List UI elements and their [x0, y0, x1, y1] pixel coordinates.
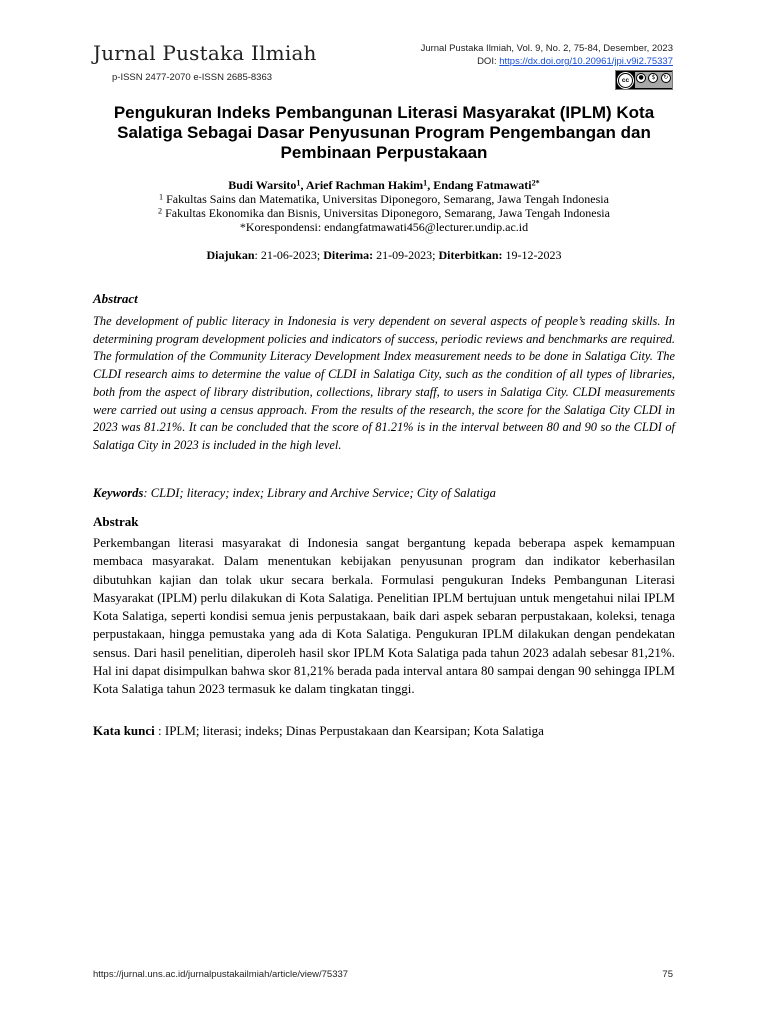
- keywords-label: Keywords: [93, 486, 144, 500]
- author-name: Budi Warsito: [228, 178, 297, 192]
- abstract-heading: Abstract: [93, 291, 138, 306]
- keywords-id: [93, 723, 544, 739]
- submitted-label: Diajukan: [206, 248, 255, 262]
- abstract-body: The development of public literacy in Indonesia is very dependent on several aspects of people’s reading skills. In determining program development policies and indicators of success, periodic reviews and benchmarks are required. The formulation of the Community Literacy Development Index measurement needs to be done in Salatiga City. The CLDI research aims to determine the value of CLDI in Salatiga City, such as the condition of all types of libraries, both from the aspect of library distribution, collections, library staff, to users in Salatiga City. CLDI measurements were carried out using a census approach. From the results of the research, the score for the Salatiga City CLDI in 2023 was 81.21%. It can be concluded that the score of 81.21% is in the interval between 80 and 90 so the CLDI of Salatiga City in 2023 is included in the high level.: [93, 314, 675, 452]
- affiliation-number: 2: [158, 206, 163, 216]
- footer-url[interactable]: https://jurnal.uns.ac.id/jurnalpustakailmiah/article/view/75337: [93, 969, 349, 980]
- kata-kunci-label: Kata kunci: [93, 723, 155, 738]
- license-terms: [635, 72, 672, 88]
- doi-link[interactable]: https://dx.doi.org/10.20961/jpi.v9i2.75337: [499, 56, 673, 67]
- issn-line: p-ISSN 2477-2070 e-ISSN 2685-8363: [112, 72, 273, 83]
- accepted-date: 21-09-2023;: [373, 248, 439, 262]
- article-title: Pengukuran Indeks Pembangunan Literasi Masyarakat (IPLM) Kota Salatiga Sebagai Dasar Penyusunan Program Pengembangan dan Pembinaan Perpustakaan: [113, 103, 655, 162]
- affiliation-1: [84, 192, 684, 207]
- author-separator: ,: [300, 178, 306, 192]
- nc-icon: $: [648, 73, 658, 83]
- author-affiliation-mark: 1: [296, 178, 301, 188]
- page-number: 75: [662, 969, 673, 980]
- affiliation-text: Fakultas Ekonomika dan Bisnis, Universitas Diponegoro, Semarang, Jawa Tengah Indonesia: [162, 206, 610, 220]
- published-date: 19-12-2023: [502, 248, 562, 262]
- kata-kunci-text: : IPLM; literasi; indeks; Dinas Perpustakaan dan Kearsipan; Kota Salatiga: [154, 723, 544, 738]
- affiliation-text: Fakultas Sains dan Matematika, Universitas Diponegoro, Semarang, Jawa Tengah Indonesia: [163, 192, 609, 206]
- keywords-text: : CLDI; literacy; index; Library and Archive Service; City of Salatiga: [143, 486, 496, 500]
- citation-line: Jurnal Pustaka Ilmiah, Vol. 9, No. 2, 75-84, Desember, 2023: [420, 43, 673, 54]
- author-separator: ,: [427, 178, 434, 192]
- published-label: Diterbitkan:: [438, 248, 503, 262]
- cc-by-nc-sa-icon[interactable]: [615, 70, 673, 90]
- keywords-en: [93, 486, 496, 501]
- author-name: Endang Fatmawati: [433, 178, 532, 192]
- accepted-label: Diterima:: [323, 248, 374, 262]
- submitted-date: : 21-06-2023;: [254, 248, 324, 262]
- abstrak-heading: Abstrak: [93, 514, 139, 529]
- doi-label: DOI:: [477, 56, 500, 67]
- author-affiliation-mark: 1: [423, 178, 428, 188]
- sa-icon: ↻: [661, 73, 671, 83]
- affiliation-number: 1: [159, 192, 164, 202]
- by-icon: ●: [636, 73, 646, 83]
- cc-icon: cc: [618, 73, 633, 88]
- affiliation-2: [84, 206, 684, 221]
- submission-dates: [84, 248, 684, 263]
- author-name: Arief Rachman Hakim: [305, 178, 424, 192]
- doi-line: [477, 56, 673, 67]
- abstrak-body: Perkembangan literasi masyarakat di Indonesia sangat bergantung kepada beberapa aspek kemampuan membaca masyarakat. Dalam menentukan kebijakan penyusunan program dan indikator keberhasilan dibutuhkan kajian dan tolak ukur secara berkala. Formulasi pengukuran Indeks Pembangunan Literasi Masyarakat (IPLM) perlu dilakukan di Kota Salatiga. Penelitian IPLM bertujuan untuk mengetahui nilai IPLM Kota Salatiga, seperti kondisi semua jenis perpustakaan, baik dari aspek sebaran perpustakaan, koleksi, tenaga perpustakaan, hingga pemustaka yang ada di Kota Salatiga. Pengukuran IPLM dilakukan dengan pendekatan sensus. Dari hasil penelitian, diperoleh hasil skor IPLM Kota Salatiga pada tahun 2023 adalah sebesar 81,21%. Hal ini dapat disimpulkan bahwa skor 81,21% berada pada interval antara 80 sampai dengan 90 sehingga IPLM Kota Salatiga tahun 2023 termasuk ke dalam tingkatan tinggi.: [93, 535, 675, 697]
- author-list: [84, 178, 684, 193]
- author-affiliation-mark: 2*: [531, 178, 540, 188]
- journal-name: Jurnal Pustaka Ilmiah: [93, 41, 317, 65]
- correspondence-email: *Korespondensi: endangfatmawati456@lecturer.undip.ac.id: [239, 220, 529, 234]
